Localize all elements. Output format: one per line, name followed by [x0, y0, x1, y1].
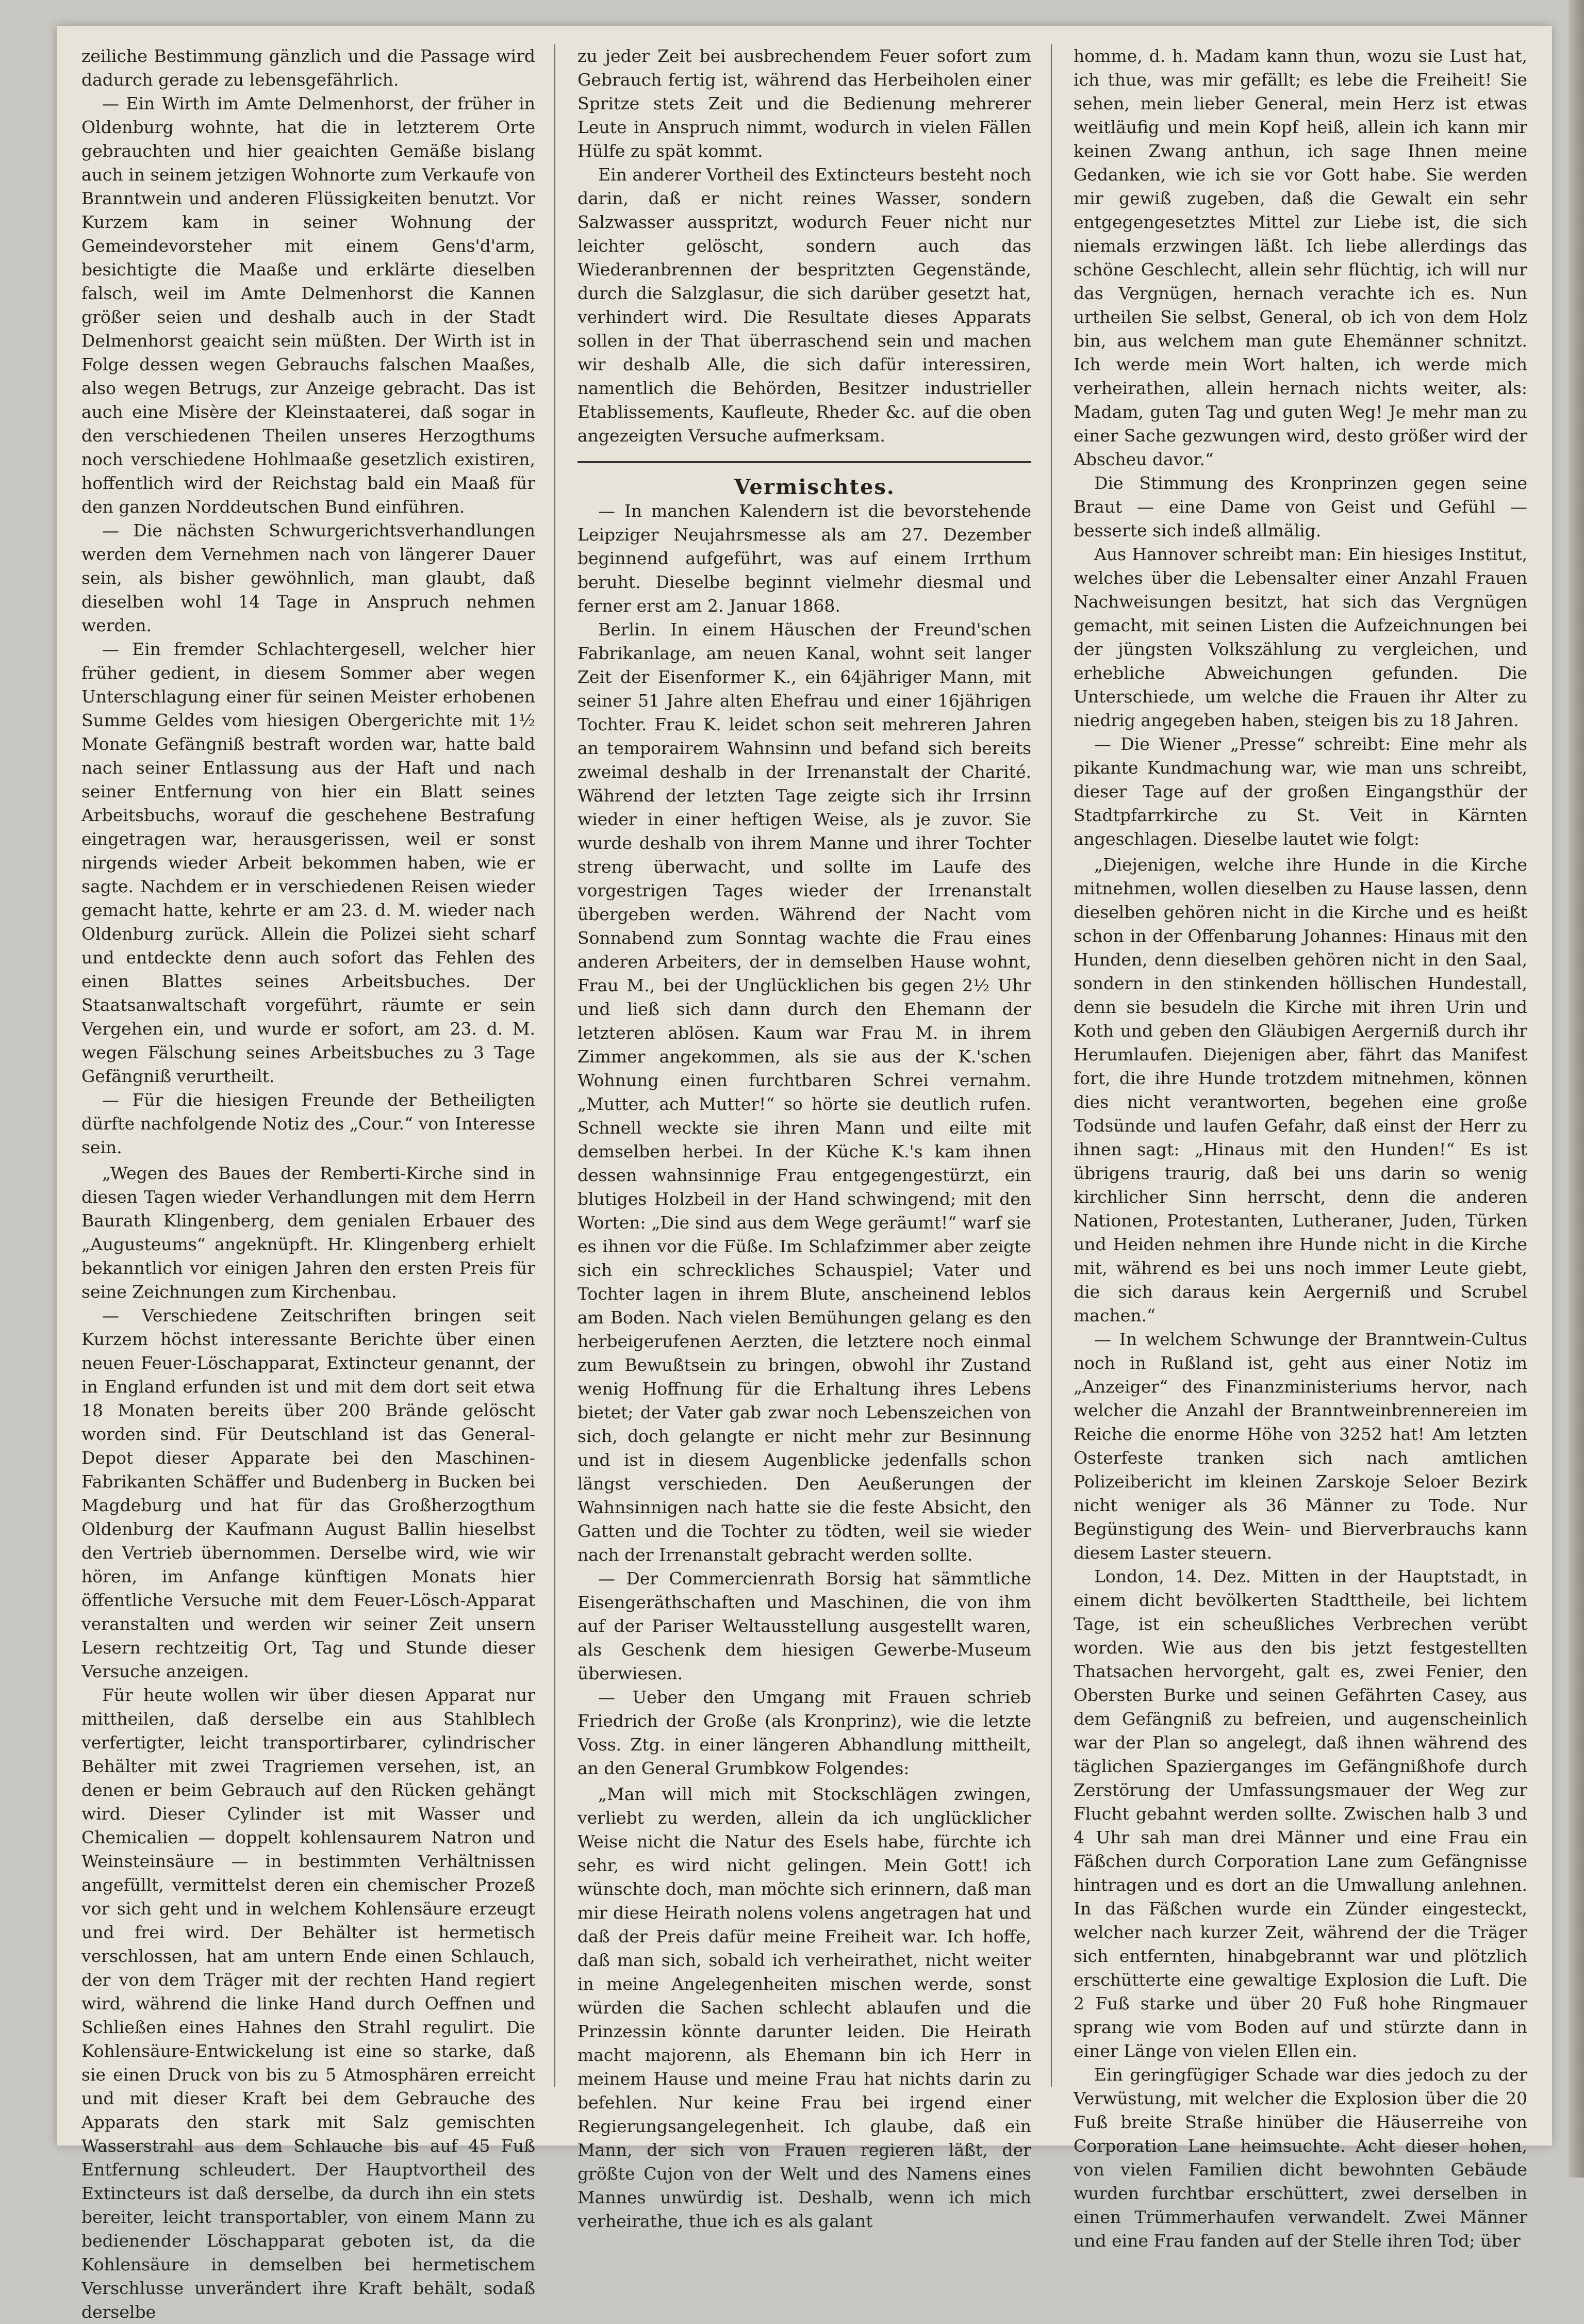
article-paragraph: homme, d. h. Madam kann thun, wozu sie Lust hat, ich thue, was mir gefällt; es lebe die Freiheit! Sie sehen, mein lieber General, mein Herz ist etwas weitläufig und mein Kopf heiß, allein ich kann mir keinen Zwang anthun, ich sage Ihnen meine Gedanken, wie ich sie vor Gott habe. Sie werden mir gewiß zugeben, daß die Gewalt ein sehr entgegengesetztes Mittel zur Liebe ist, die sich niemals erzwingen läßt. Ich liebe allerdings das schöne Geschlecht, allein sehr flüchtig, ich will nur das Vergnügen, hernach verachte ich es. Nun urtheilen Sie selbst, General, ob ich von dem Holz bin, aus welchem man gute Ehemänner schnitzt. Ich werde mein Wort halten, ich werde mich verheirathen, allein hernach nichts weiter, als: Madam, guten Tag und guten Weg! Je mehr man zu einer Sache gezwungen wird, desto größer wird der Abscheu davor.“	[1074, 46, 1527, 469]
article-paragraph: zeiliche Bestimmung gänzlich und die Passage wird dadurch gerade zu lebensgefährlich.	[81, 46, 535, 90]
article-paragraph: Berlin. In einem Häuschen der Freund'schen Fabrikanlage, am neuen Kanal, wohnt seit langer Zeit der Eisenformer K., ein 64jähriger Mann, mit seiner 51 Jahre alten Ehefrau und einer 16jährigen Tochter. Frau K. leidet schon seit mehreren Jahren an temporairem Wahnsinn und befand sich bereits zweimal deshalb in der Irrenanstalt der Charité. Während der letzten Tage zeigte sich ihr Irrsinn wieder in einer heftigen Weise, als je zuvor. Sie wurde deshalb von ihrem Manne und ihrer Tochter streng überwacht, und sollte im Laufe des vorgestrigen Tages wieder der Irrenanstalt übergeben werden. Während der Nacht vom Sonnabend zum Sonntag wachte die Frau eines anderen Arbeiters, der in demselben Hause wohnt, Frau M., bei der Unglücklichen bis gegen 2½ Uhr und ließ sich dann durch den Ehemann der letzteren ablösen. Kaum war Frau M. in ihrem Zimmer angekommen, als sie aus der K.'schen Wohnung einen furchtbaren Schrei vernahm. „Mutter, ach Mutter!“ so hörte sie deutlich rufen. Schnell weckte sie ihren Mann und eilte mit demselben herbei. In der Küche K.'s kam ihnen dessen wahnsinnige Frau entgegengestürzt, ein blutiges Holzbeil in der Hand schwingend; mit den Worten: „Die sind aus dem Wege geräumt!“ warf sie es ihnen vor die Füße. Im Schlafzimmer aber zeigte sich ein schreckliches Schauspiel; Vater und Tochter lagen in ihrem Blute, anscheinend leblos am Boden. Nach vielen Bemühungen gelang es den herbeigerufenen Aerzten, die letztere noch einmal zum Bewußtsein zu bringen, obwohl ihr Zustand wenig Hoffnung für die Erhaltung ihres Lebens bietet; der Vater gab zwar noch Lebenszeichen von sich, doch gelangte er nicht mehr zur Besinnung und ist in diesem Augenblicke jedenfalls schon längst verschieden. Den Aeußerungen der Wahnsinnigen nach hatte sie die feste Absicht, den Gatten und die Tochter zu tödten, weil sie wieder nach der Irrenanstalt gebracht werden sollte.	[578, 619, 1031, 1565]
column-divider	[554, 44, 555, 2087]
article-paragraph: — Die Wiener „Presse“ schreibt: Eine mehr als pikante Kundmachung war, wie man uns schreibt, dieser Tage auf der großen Eingangsthür der Stadtpfarrkirche zu St. Veit in Kärnten angeschlagen. Dieselbe lautet wie folgt:	[1074, 734, 1527, 849]
article-paragraph: — Ein fremder Schlachtergesell, welcher hier früher gedient, in diesem Sommer aber wegen Unterschlagung einer für seinen Meister erhobenen Summe Geldes vom hiesigen Obergerichte mit 1½ Monate Gefängniß bestraft worden war, hatte bald nach seiner Entlassung aus der Haft und nach seiner Entfernung von hier ein Blatt seines Arbeitsbuchs, worauf die geschehene Bestrafung eingetragen war, herausgerissen, weil er sonst nirgends wieder Arbeit bekommen haben, wie er sagte. Nachdem er in verschiedenen Reisen wieder gemacht hatte, kehrte er am 23. d. M. wieder nach Oldenburg zurück. Allein die Polizei sieht scharf und entdeckte denn auch sofort das Fehlen des einen Blattes seines Arbeitsbuches. Der Staatsanwaltschaft vorgeführt, räumte er sein Vergehen ein, und wurde er sofort, am 23. d. M. wegen Fälschung seines Arbeitsbuches zu 3 Tage Gefängniß verurtheilt.	[81, 639, 535, 1086]
article-paragraph: „Diejenigen, welche ihre Hunde in die Kirche mitnehmen, wollen dieselben zu Hause lassen, denn dieselben gehören nicht in die Kirche und es heißt schon in der Offenbarung Johannes: Hinaus mit den Hunden, denn dieselben gehören nicht in den Saal, sondern in den stinkenden höllischen Hundestall, denn sie besudeln die Kirche mit ihren Urin und Koth und geben den Gläubigen Aergerniß durch ihr Herumlaufen. Diejenigen aber, fährt das Manifest fort, die ihre Hunde trotzdem mitnehmen, können dies nicht verantworten, begehen eine große Todsünde und laufen Gefahr, daß einst der Herr zu ihnen sagt: „Hinaus mit den Hunden!“ Es ist übrigens traurig, daß bei uns darin so wenig kirchlicher Sinn herrscht, denn die anderen Nationen, Protestanten, Lutheraner, Juden, Türken und Heiden nehmen ihre Hunde nicht in die Kirche mit, während es bei uns noch immer Leute giebt, die sich daraus kein Aergerniß und Scrubel machen.“	[1074, 855, 1527, 1325]
article-paragraph: „Man will mich mit Stockschlägen zwingen, verliebt zu werden, allein da ich unglücklicher Weise nicht die Natur des Esels habe, fürchte ich sehr, es wird nicht gelingen. Mein Gott! ich wünschte doch, man möchte sich erinnern, daß man mir diese Heirath nolens volens angetragen hat und daß der Preis dafür meine Freiheit war. Ich hoffe, daß man sich, sobald ich verheirathet, nicht weiter in meine Angelegenheiten mischen werde, sonst würden die Sachen schlecht ablaufen und die Prinzessin könnte darunter leiden. Die Heirath macht majorenn, als Ehemann bin ich Herr in meinem Hause und meine Frau hat nichts darin zu befehlen. Nur keine Frau bei irgend einer Regierungsangelegenheit. Ich glaube, daß ein Mann, der sich von Frauen regieren läßt, der größte Cujon von der Welt und des Namens eines Mannes unwürdig ist. Deshalb, wenn ich mich verheirathe, thue ich es als galant	[578, 1784, 1031, 2231]
article-paragraph: zu jeder Zeit bei ausbrechendem Feuer sofort zum Gebrauch fertig ist, während das Herbeiholen einer Spritze stets Zeit und die Bedienung mehrerer Leute in Anspruch nimmt, wodurch in vielen Fällen Hülfe zu spät kommt.	[578, 46, 1031, 161]
column-2	[578, 44, 1031, 2231]
article-paragraph: — Für die hiesigen Freunde der Betheiligten dürfte nachfolgende Notiz des „Cour.“ von Interesse sein.	[81, 1090, 535, 1157]
page-edge-shadow	[1569, 0, 1584, 2178]
section-heading: Vermischtes.	[734, 475, 895, 499]
column-3	[1074, 44, 1527, 2251]
article-paragraph: Aus Hannover schreibt man: Ein hiesiges Institut, welches über die Lebensalter einer Anzahl Frauen Nachweisungen besitzt, hat sich das Vergnügen gemacht, mit seinen Listen die Aufzeichnungen bei der jüngsten Volkszählung zu vergleichen, und erhebliche Abweichungen gefunden. Die Unterschiede, um welche die Frauen ihr Alter zu niedrig angegeben haben, steigen bis zu 18 Jahren.	[1074, 544, 1527, 730]
article-paragraph: Ein geringfügiger Schade war dies jedoch zu der Verwüstung, mit welcher die Explosion über die 20 Fuß breite Straße hinüber die Häuserreihe von Corporation Lane heimsuchte. Acht dieser hohen, von vielen Familien dicht bewohnten Gebäude wurden furchtbar erschüttert, zwei derselben in einen Trümmerhaufen verwandelt. Zwei Männer und eine Frau fanden auf der Stelle ihren Tod; über	[1074, 2065, 1527, 2251]
article-paragraph: — Verschiedene Zeitschriften bringen seit Kurzem höchst interessante Berichte über einen neuen Feuer-Löschapparat, Extincteur genannt, der in England erfunden ist und mit dem dort seit etwa 18 Monaten bereits über 200 Brände gelöscht worden sind. Für Deutschland ist das General-Depot dieser Apparate bei den Maschinen-Fabrikanten Schäffer und Budenberg in Bucken bei Magdeburg und hat für das Großherzogthum Oldenburg der Kaufmann August Ballin hieselbst den Vertrieb übernommen. Derselbe wird, wie wir hören, im Anfange künftigen Monats hier öffentliche Versuche mit dem Feuer-Lösch-Apparat veranstalten und werden wir seiner Zeit unsern Lesern rechtzeitig Ort, Tag und Stunde dieser Versuche anzeigen.	[81, 1305, 535, 1681]
article-paragraph: — Ueber den Umgang mit Frauen schrieb Friedrich der Große (als Kronprinz), wie die letzte Voss. Ztg. in einer längeren Abhandlung mittheilt, an den General Grumbkow Folgendes:	[578, 1687, 1031, 1778]
article-paragraph: — Die nächsten Schwurgerichtsverhandlungen werden dem Vernehmen nach von längerer Dauer sein, als bisher gewöhnlich, man glaubt, daß dieselben wohl 14 Tage in Anspruch nehmen werden.	[81, 520, 535, 635]
article-paragraph: London, 14. Dez. Mitten in der Hauptstadt, in einem dicht bevölkerten Stadttheile, bei lichtem Tage, ist ein scheußliches Verbrechen verübt worden. Wie aus den bis jetzt festgestellten Thatsachen hervorgeht, galt es, zwei Fenier, den Obersten Burke und seinen Gefährten Casey, aus dem Gefängniß zu befreien, und augenscheinlich war der Plan so angelegt, daß ihnen während des täglichen Spazierganges im Gefängnißhofe durch Zerstörung der Umfassungsmauer der Weg zur Flucht gebahnt werden sollte. Zwischen halb 3 und 4 Uhr sah man drei Männer und eine Frau ein Fäßchen durch Corporation Lane zum Gefängnisse hintragen und es dort an die Umwallung anlehnen. In das Fäßchen wurde ein Zünder eingesteckt, welcher nach kurzer Zeit, während der die Träger sich entfernten, hinabgebrannt war und plötzlich erschütterte eine gewaltige Explosion die Luft. Die 2 Fuß starke und über 20 Fuß hohe Ringmauer sprang wie vom Boden auf und stürzte dann in einer Länge von vielen Ellen ein.	[1074, 1566, 1527, 2061]
column-divider	[1051, 44, 1052, 2087]
article-paragraph: Für heute wollen wir über diesen Apparat nur mittheilen, daß derselbe ein aus Stahlblech verfertigter, leicht transportirbarer, cylindrischer Behälter mit zwei Tragriemen versehen, ist, an denen er beim Gebrauch auf den Rücken gehängt wird. Dieser Cylinder ist mit Wasser und Chemicalien — doppelt kohlensaurem Natron und Weinsteinsäure — in bestimmten Verhältnissen angefüllt, vermittelst deren ein chemischer Prozeß vor sich geht und in welchem Kohlensäure erzeugt und frei wird. Der Behälter ist hermetisch verschlossen, hat am untern Ende einen Schlauch, der von dem Träger mit der rechten Hand regiert wird, während die linke Hand durch Oeffnen und Schließen eines Hahnes den Strahl regulirt. Die Kohlensäure-Entwickelung ist eine so starke, daß sie einen Druck von bis zu 5 Atmosphären erreicht und mit dieser Kraft bei dem Gebrauche des Apparats den stark mit Salz gemischten Wasserstrahl aus dem Schlauche bis auf 45 Fuß Entfernung schleudert. Der Hauptvortheil des Extincteurs ist daß derselbe, da durch ihn ein stets bereiter, leicht transportabler, von einem Mann zu bedienender Löschapparat geboten ist, da die Kohlensäure in demselben bei hermetischem Verschlusse unverändert ihre Kraft behält, sodaß derselbe	[81, 1685, 535, 2322]
article-paragraph: — In welchem Schwunge der Branntwein-Cultus noch in Rußland ist, geht aus einer Notiz im „Anzeiger“ des Finanzministeriums hervor, nach welcher die Anzahl der Branntweinbrennereien im Reiche die enorme Höhe von 3252 hat! Am letzten Osterfeste tranken sich nach amtlichen Polizeibericht im kleinen Zarskoje Seloer Bezirk nicht weniger als 36 Männer zu Tode. Nur Begünstigung des Wein- und Bierverbrauchs kann diesem Laster steuern.	[1074, 1329, 1527, 1563]
article-paragraph: — In manchen Kalendern ist die bevorstehende Leipziger Neujahrsmesse als am 27. Dezember beginnend aufgeführt, was auf einem Irrthum beruht. Dieselbe beginnt vielmehr diesmal und ferner erst am 2. Januar 1868.	[578, 501, 1031, 616]
article-paragraph: — Der Commercienrath Borsig hat sämmtliche Eisengeräthschaften und Maschinen, die von ihm auf der Pariser Weltausstellung ausgestellt waren, als Geschenk dem hiesigen Gewerbe-Museum überwiesen.	[578, 1568, 1031, 1683]
article-paragraph: Ein anderer Vortheil des Extincteurs besteht noch darin, daß er nicht reines Wasser, sondern Salzwasser ausspritzt, wodurch Feuer nicht nur leichter gelöscht, sondern auch das Wiederanbrennen der bespritzten Gegenstände, durch die Salzglasur, die sich darüber gesetzt hat, verhindert wird. Die Resultate dieses Apparats sollen in der That überraschend sein und machen wir deshalb Alle, die sich dafür interessiren, namentlich die Behörden, Besitzer industrieller Etablissements, Kaufleute, Rheder &c. auf die oben angezeigten Versuche aufmerksam.	[578, 165, 1031, 446]
article-paragraph: — Ein Wirth im Amte Delmenhorst, der früher in Oldenburg wohnte, hat die in letzterem Orte gebrauchten und hier geaichten Gemäße bislang auch in seinem jetzigen Wohnorte zum Verkaufe von Branntwein und anderen Flüssigkeiten benutzt. Vor Kurzem kam in seiner Wohnung der Gemeindevorsteher mit einem Gens'd'arm, besichtigte die Maaße und erklärte dieselben falsch, weil im Amte Delmenhorst die Kannen größer seien und deshalb auch in der Stadt Delmenhorst geaicht sein müßten. Der Wirth ist in Folge dessen wegen Gebrauchs falschen Maaßes, also wegen Betrugs, zur Anzeige gebracht. Das ist auch eine Misère der Kleinstaaterei, daß sogar in den verschiedenen Theilen unseres Herzogthums noch verschiedene Hohlmaaße gesetzlich existiren, hoffentlich wird der Reichstag bald ein Maaß für den ganzen Norddeutschen Bund einführen.	[81, 93, 535, 517]
newspaper-page	[57, 26, 1552, 2322]
article-paragraph: Die Stimmung des Kronprinzen gegen seine Braut — eine Dame von Geist und Gefühl — besserte sich indeß allmälig.	[1074, 473, 1527, 541]
section-divider	[578, 461, 1031, 463]
column-1	[81, 44, 535, 2322]
article-paragraph: „Wegen des Baues der Remberti-Kirche sind in diesen Tagen wieder Verhandlungen mit dem Herrn Baurath Klingenberg, dem genialen Erbauer des „Augusteums“ angeknüpft. Hr. Klingenberg erhielt bekanntlich vor einigen Jahren den ersten Preis für seine Zeichnungen zum Kirchenbau.	[81, 1163, 535, 1302]
